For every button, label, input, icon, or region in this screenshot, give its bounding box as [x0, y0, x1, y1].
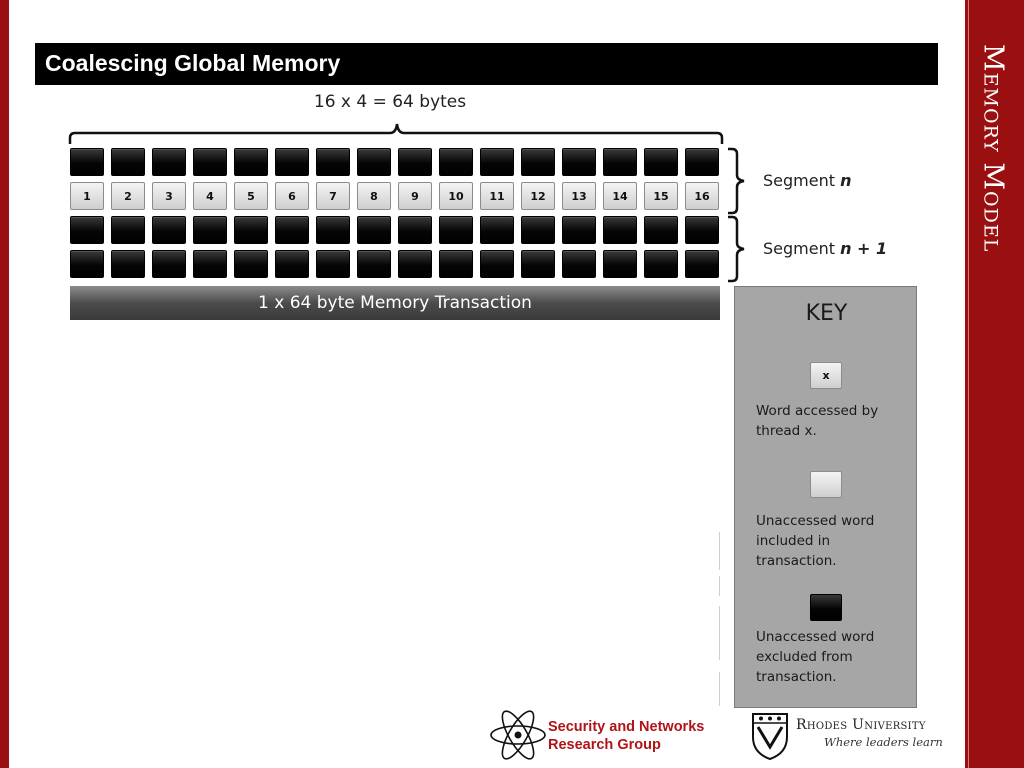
segment-n-label: Segment n [763, 171, 852, 190]
excluded-word-cell [357, 148, 391, 176]
university-tagline: Where leaders learn [824, 735, 943, 749]
excluded-word-cell [275, 250, 309, 278]
excluded-word-cell [603, 250, 637, 278]
excluded-word-cell [603, 216, 637, 244]
slide-title: Coalescing Global Memory [45, 50, 341, 76]
excluded-word-cell [521, 216, 555, 244]
excluded-word-cell [398, 216, 432, 244]
excluded-word-cell [234, 216, 268, 244]
memory-row-3 [70, 216, 719, 244]
excluded-word-cell [480, 148, 514, 176]
accessed-word-cell: 14 [603, 182, 637, 210]
unaccessed-included-text: Unaccessed word included in transaction. [756, 513, 875, 569]
accessed-word-cell: 13 [562, 182, 596, 210]
excluded-word-cell [275, 148, 309, 176]
excluded-word-cell [685, 250, 719, 278]
excluded-word-cell [70, 148, 104, 176]
excluded-word-cell [357, 250, 391, 278]
top-brace [66, 118, 726, 148]
divider-line [719, 576, 720, 596]
divider-line [719, 532, 720, 570]
left-accent-bar [0, 0, 9, 768]
excluded-word-cell [111, 250, 145, 278]
accessed-word-cell: 1 [70, 182, 104, 210]
excluded-word-cell [111, 216, 145, 244]
memory-row-1 [70, 148, 719, 176]
excluded-word-cell [357, 216, 391, 244]
accessed-word-cell: 7 [316, 182, 350, 210]
excluded-word-cell [152, 216, 186, 244]
excluded-word-cell [644, 148, 678, 176]
snrg-line-2: Research Group [548, 737, 661, 753]
excluded-word-cell [439, 216, 473, 244]
atom-logo-icon [488, 710, 548, 760]
accessed-word-cell: 9 [398, 182, 432, 210]
excluded-word-cell [193, 148, 227, 176]
excluded-word-cell [439, 148, 473, 176]
key-panel [734, 286, 917, 708]
excluded-word-cell [316, 250, 350, 278]
memory-row-4 [70, 250, 719, 278]
accessed-word-cell: 6 [275, 182, 309, 210]
excluded-word-cell [193, 216, 227, 244]
accessed-word-cell: 8 [357, 182, 391, 210]
segment-n-brace [726, 146, 756, 216]
excluded-word-cell [398, 148, 432, 176]
excluded-word-cell [152, 250, 186, 278]
memory-row-threads [70, 182, 719, 210]
excluded-word-cell [644, 250, 678, 278]
accessed-word-text: Word accessed by thread x. [756, 403, 879, 439]
unaccessed-excluded-swatch [810, 594, 842, 621]
excluded-word-cell [193, 250, 227, 278]
accessed-word-cell: 12 [521, 182, 555, 210]
accessed-word-cell: 15 [644, 182, 678, 210]
side-title [963, 0, 1023, 340]
excluded-word-cell [480, 250, 514, 278]
excluded-word-cell [70, 216, 104, 244]
accessed-word-cell: 3 [152, 182, 186, 210]
excluded-word-cell [316, 148, 350, 176]
excluded-word-cell [398, 250, 432, 278]
excluded-word-cell [152, 148, 186, 176]
side-title-text: Memory Model [977, 44, 1009, 253]
excluded-word-cell [275, 216, 309, 244]
memory-transaction-bar: 1 x 64 byte Memory Transaction [70, 286, 720, 320]
excluded-word-cell [685, 148, 719, 176]
university-shield-icon [750, 711, 790, 761]
excluded-word-cell [111, 148, 145, 176]
excluded-word-cell [562, 216, 596, 244]
segment-n1-label: Segment n + 1 [763, 239, 888, 258]
divider-line [719, 672, 720, 706]
excluded-word-cell [480, 216, 514, 244]
accessed-word-cell: 4 [193, 182, 227, 210]
key-title: KEY [805, 301, 848, 326]
accessed-word-cell: 11 [480, 182, 514, 210]
accessed-word-cell: 2 [111, 182, 145, 210]
accessed-word-cell: 10 [439, 182, 473, 210]
excluded-word-cell [234, 148, 268, 176]
title-bar [35, 43, 938, 85]
excluded-word-cell [70, 250, 104, 278]
excluded-word-cell [521, 250, 555, 278]
excluded-word-cell [562, 250, 596, 278]
excluded-word-cell [234, 250, 268, 278]
divider-line [719, 606, 720, 660]
excluded-word-cell [439, 250, 473, 278]
excluded-word-cell [562, 148, 596, 176]
excluded-word-cell [644, 216, 678, 244]
snrg-line-1: Security and Networks [548, 719, 705, 735]
excluded-word-cell [603, 148, 637, 176]
excluded-word-cell [316, 216, 350, 244]
segment-n1-brace [726, 214, 756, 284]
accessed-word-cell: 5 [234, 182, 268, 210]
snrg-logo-text [548, 718, 704, 754]
university-name: Rhodes University [796, 717, 926, 733]
accessed-word-swatch: x [810, 362, 842, 389]
unaccessed-included-swatch [810, 471, 842, 498]
accessed-word-cell: 16 [685, 182, 719, 210]
excluded-word-cell [521, 148, 555, 176]
unaccessed-excluded-text: Unaccessed word excluded from transaction. [756, 629, 875, 685]
excluded-word-cell [685, 216, 719, 244]
top-byte-label: 16 x 4 = 64 bytes [313, 92, 467, 112]
